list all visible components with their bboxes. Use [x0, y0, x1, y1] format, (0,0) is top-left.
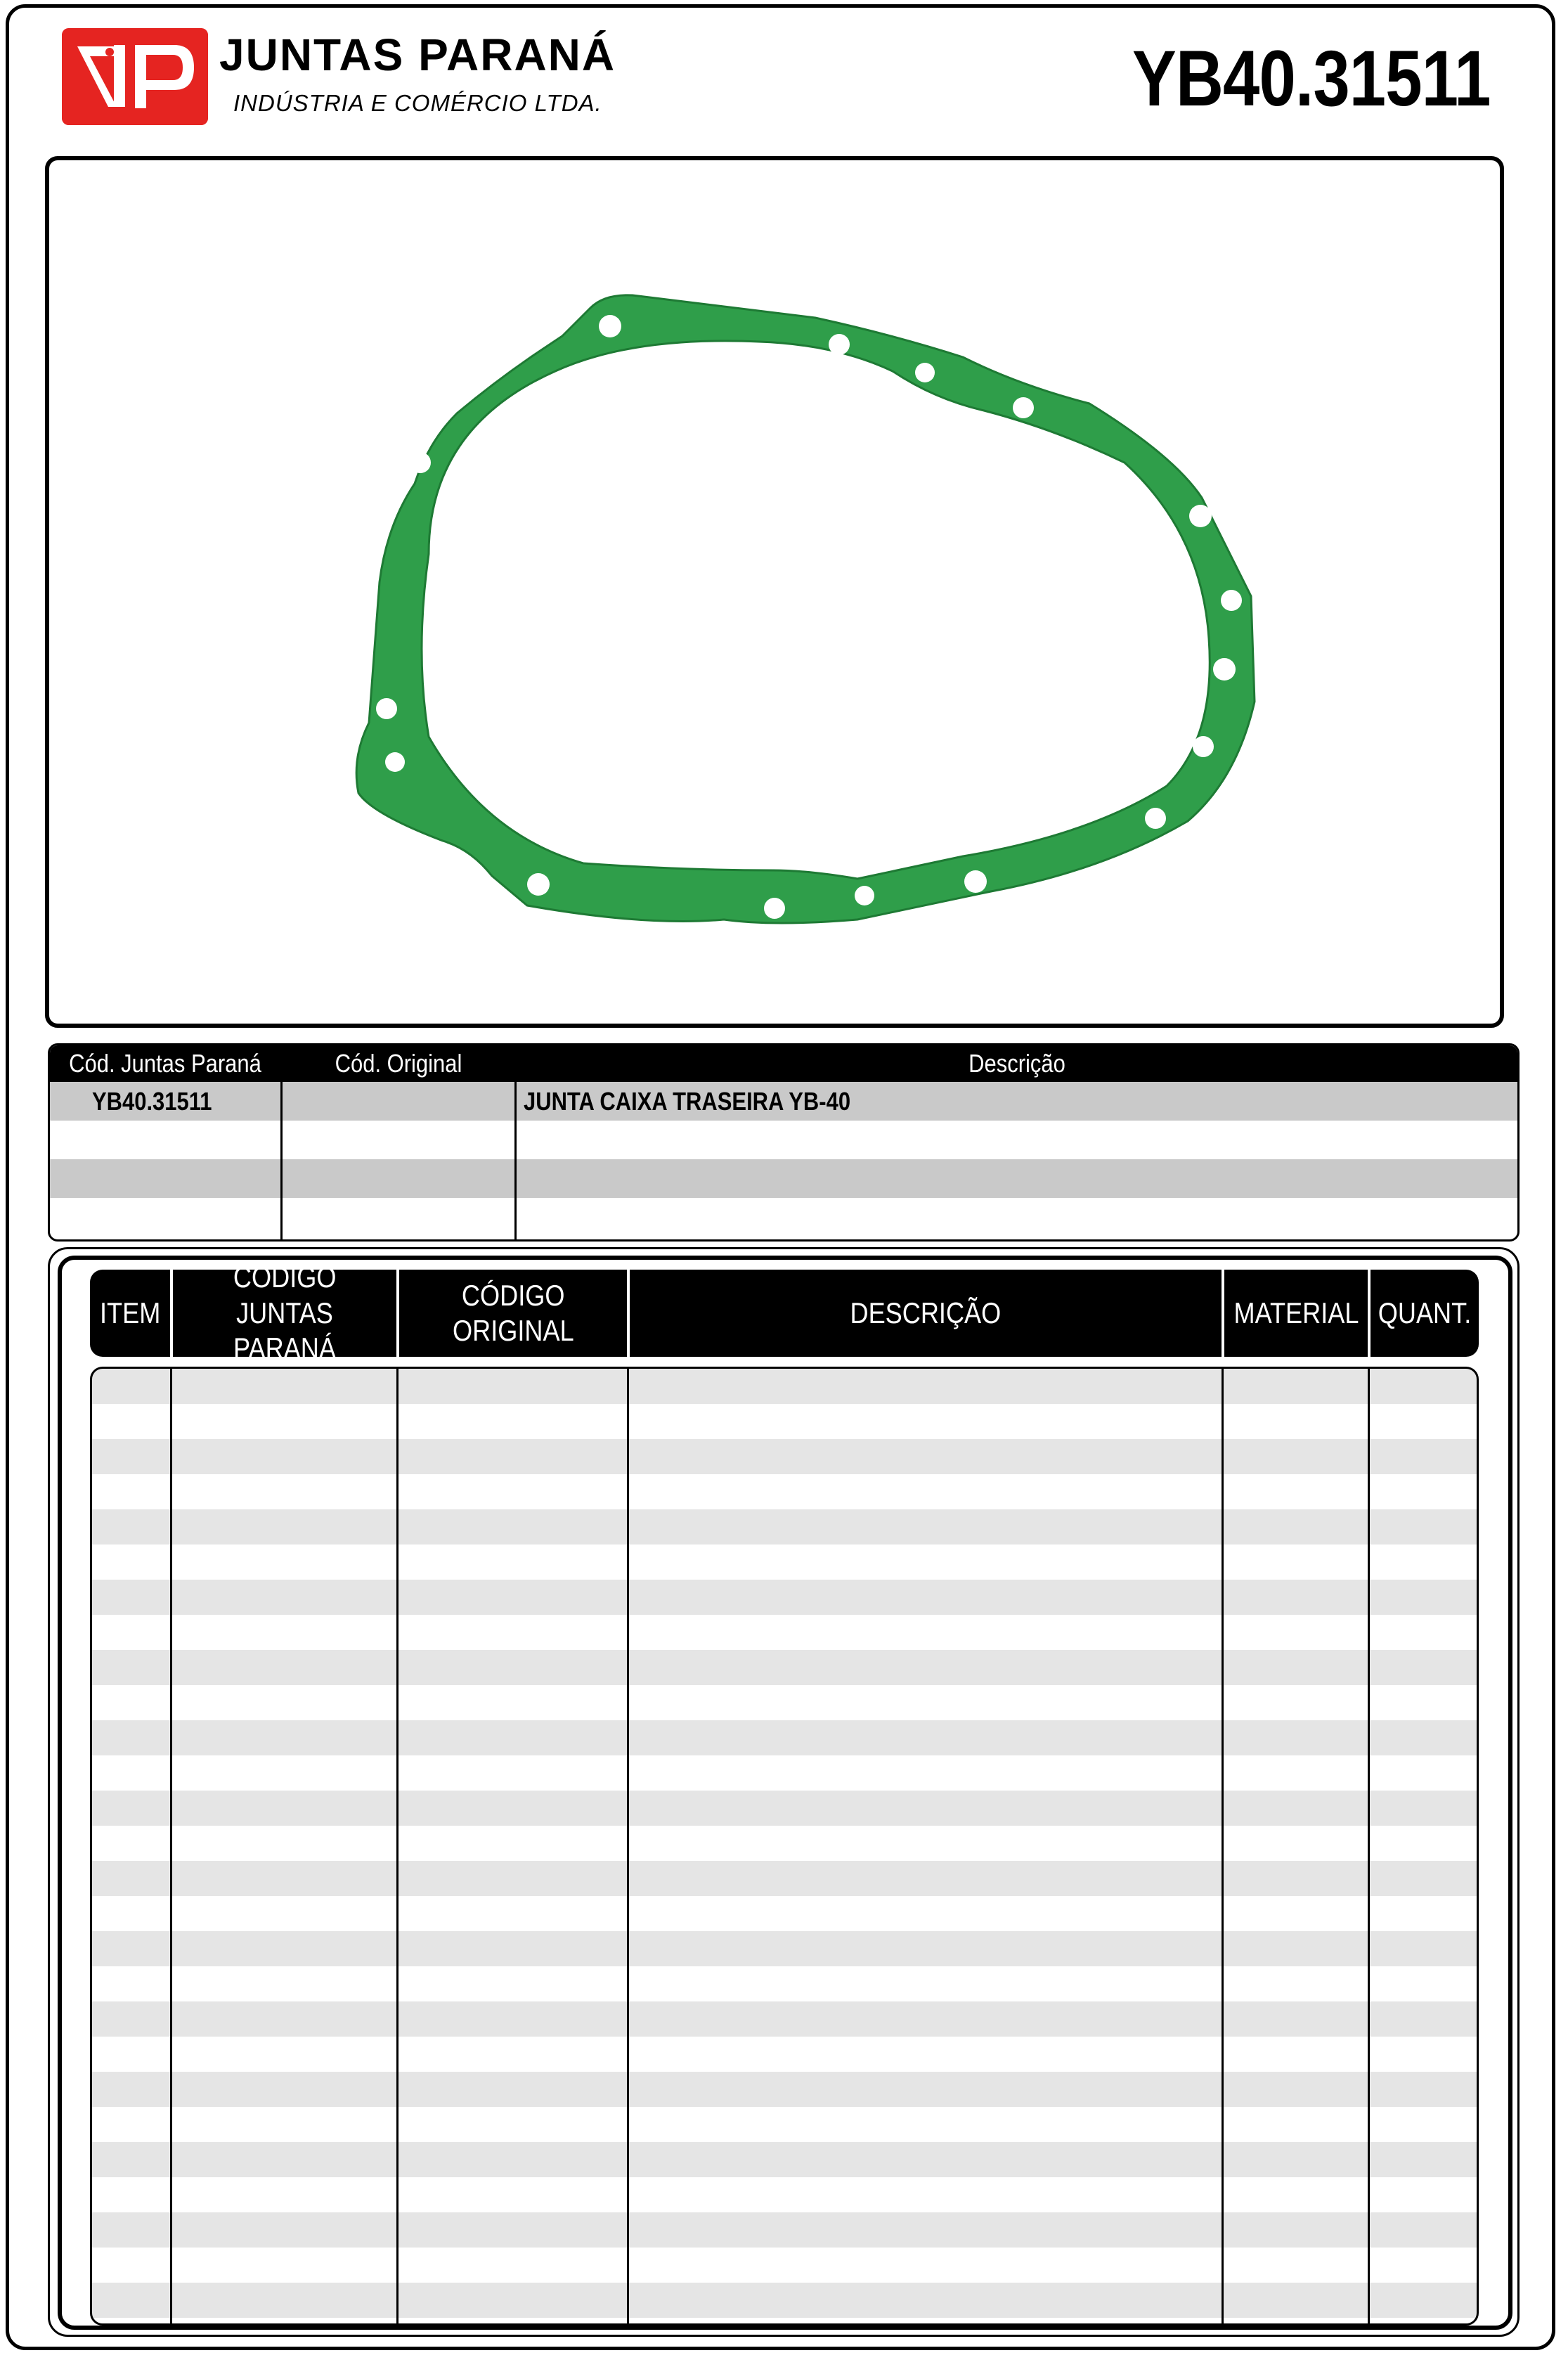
table-row	[50, 1121, 1517, 1159]
col-header-quant: QUANT.	[1378, 1296, 1472, 1329]
parts-table-header	[90, 1260, 1479, 1365]
col-header-item: ITEM	[99, 1296, 161, 1329]
header-divider	[1368, 1270, 1371, 1357]
jp-logo-icon	[62, 28, 208, 125]
brand-logo	[62, 28, 208, 125]
column-divider	[170, 1367, 172, 2326]
brand-subtitle: INDÚSTRIA E COMÉRCIO LTDA.	[233, 90, 602, 116]
col-header-descricao: DESCRIÇÃO	[850, 1296, 1002, 1329]
parts-table-body	[90, 1367, 1479, 2326]
cell-descricao: JUNTA CAIXA TRASEIRA YB-40	[524, 1087, 851, 1116]
column-divider	[514, 1045, 517, 1239]
table-row	[50, 1159, 1517, 1198]
info-table	[48, 1043, 1520, 1242]
header-divider	[396, 1270, 399, 1357]
col-header-codigo-jp: Cód. Juntas Paraná	[69, 1049, 261, 1078]
col-header-codigo-jp: CÓDIGO JUNTAS PARANÁ	[233, 1260, 337, 1365]
header-divider	[1222, 1270, 1224, 1357]
brand-name: JUNTAS PARANÁ	[219, 30, 616, 80]
gasket-shape	[356, 295, 1255, 923]
col-header-codigo-original: Cód. Original	[335, 1049, 462, 1078]
column-divider	[1222, 1367, 1224, 2326]
column-divider	[280, 1045, 283, 1239]
info-table-header	[50, 1045, 1517, 1082]
col-header-material: MATERIAL	[1233, 1296, 1359, 1329]
column-divider	[627, 1367, 629, 2326]
table-row	[50, 1198, 1517, 1237]
cell-codigo-jp: YB40.31511	[92, 1087, 212, 1116]
col-header-codigo-original: CÓDIGO ORIGINAL	[452, 1278, 574, 1347]
column-divider	[1368, 1367, 1370, 2326]
part-code: YB40.31511	[1132, 34, 1491, 122]
header-divider	[170, 1270, 173, 1357]
col-header-descricao: Descrição	[968, 1049, 1065, 1078]
table-row	[50, 1082, 1517, 1121]
column-divider	[396, 1367, 399, 2326]
gasket-image	[49, 160, 1500, 1024]
header-divider	[627, 1270, 630, 1357]
product-image-frame	[45, 156, 1504, 1028]
